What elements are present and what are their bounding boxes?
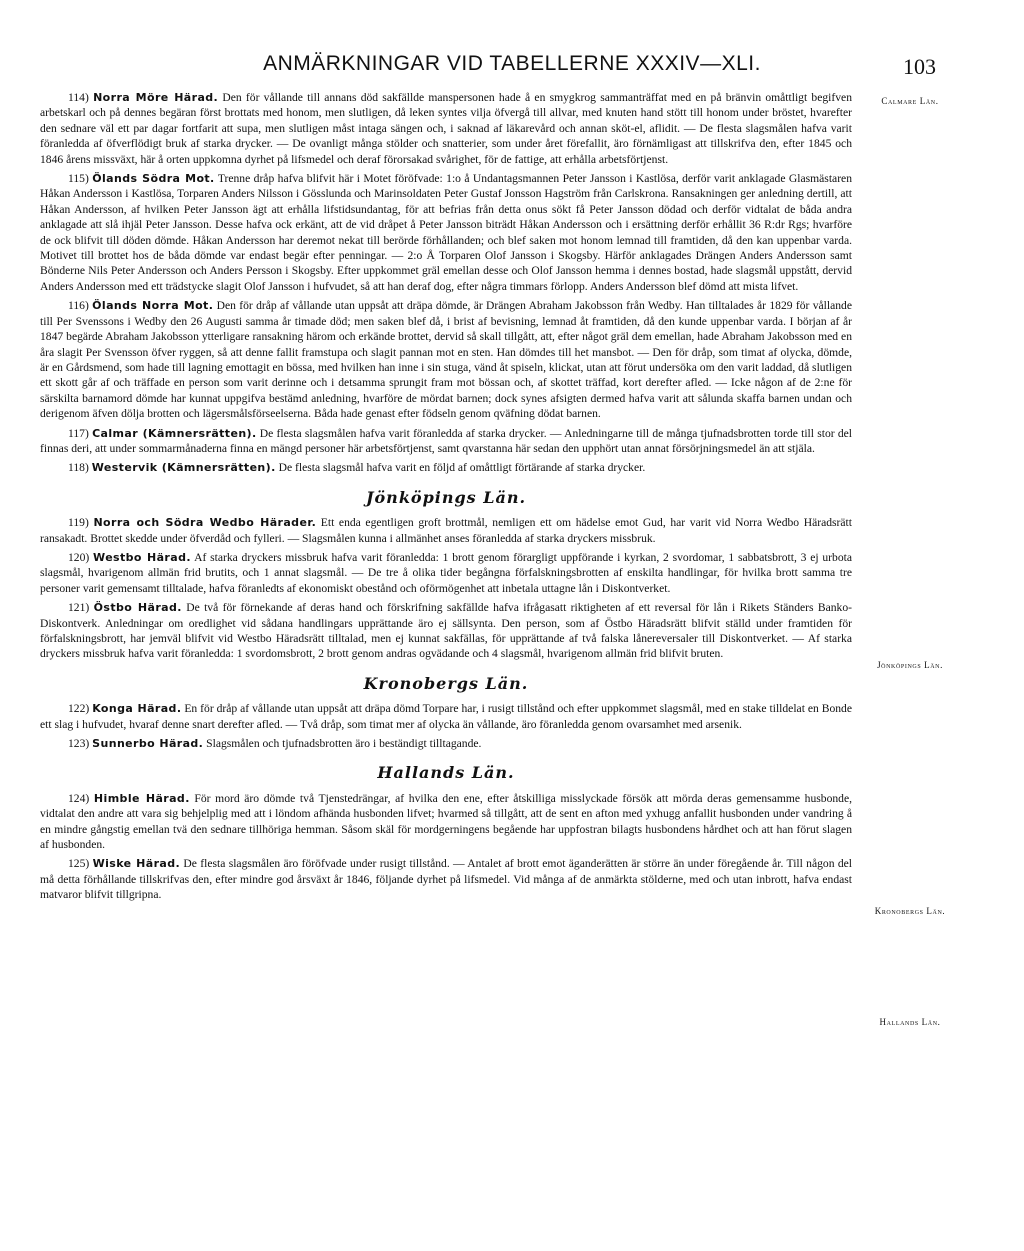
entry-text: Af starka dryckers missbruk hafva varit föranledda: 1 brott genom förargligt uppförande i kyrkan, 2 svordomar, 1 sabbatsbrott, 3 ej urbota slagsmål, hvarigenom allmän frid brutits, och 1 annat slagsmål. — De tre å olika tider begångna förfalskningsbrotten af enskilta handlingar, för hvilka brott samma tre personer varit gemensamt tilltalade, hafva föranledts af ekonomiskt obestånd och oförmögenhet att inbetala uttagne lån i Diskontverket.	[40, 550, 853, 595]
page-number: 103	[903, 54, 936, 79]
entry-text: De flesta slagsmålen äro föröfvade under rusigt tillstånd. — Antalet af brott emot äganderätten är större än under föregående år. Till någon del må detta förhållande tillskrifvas den, efter mindre god årsväxt år 1846, följande dyrhet på lifsmedel. Vid många af de anmärkta stölderne, med och utan inbrott, hafva endast matvaror blifvit tillgripna.	[40, 857, 852, 902]
entry-number: 117)	[68, 426, 89, 440]
county-heading-halland: Hallands Län.	[377, 763, 515, 783]
entry-number: 120)	[68, 550, 90, 564]
entry-text: Trenne dråp hafva blifvit här i Motet föröfvade: 1:o å Undantagsmannen Peter Jansson i Kastlösa, derför varit anklagade Glasmästaren Håkan Andersson i Kastlösa, Torparen Anders Nilsson i Gösslunda och Marinsoldaten Peter Gustaf Jonsson Hagström från Carlskrona. Ransakningen ger anledning dertill, att Håkan Andersson, af hvilken Peter Jansson ägt att erhålla lifstidsundantag, för att befrias från detta onus sökt få Peter Jansson dödad och derför vidtalat de båda andra anklagade att slå ihjäl Peter Jansson. Desse hafva ock erkänt, att de vid dråpet å Peter Jansson biträdt Håkan Andersson och i ersättning derför erhållit 36 R:dr Rgs; hvarföre de ock blifvit till döden dömde. Håkan Andersson har deremot nekat till berörde förhållanden; och blef saken mot honom lemnad till framtiden, då den kan uppenbar varda. Motivet till brottet hos de båda dömde var endast begär efter penningar. — 2:o Å Torparen Olof Jansson i Skogsby. Härför anklagades Drängen Anders Andersson samt Bönderne Nils Peter Andersson och Anders Persson i Skogsby. Efter uppkommet gräl emellan desse och Olof Jansson hemma i dennes bostad, hade slagsmål uppstått, dervid Anders Andersson med ett trädstycke slagit Olof Jansson i hufvudet, så att han deraf dog, efter några timmars förlopp. Anders Andersson blef dömd att mista lifvet.	[40, 172, 852, 293]
entry-text: Den för vållande till annans död sakfällde manspersonen hade å en smygkrog sammanträffat med en på bränvin omåttligt begifven arbetskarl och på dennes begäran först brottats med honom, men slutligen, då leken syntes vilja öfvergå till allvar, med knuten hand stött till honom under bröstet, hvarefter den sednare väl ett par dagar fortfarit att supa, men slutligen måst intaga sängen och, i saknad af läkarevård och annan sköt-el, aflidit. — De flesta slagsmålen hafva varit föranledda af öfverflödigt bruk af starka drycker. — De ovanligt många stölder och snatterier, som under året förefallit, äro förnämligast att tillskrifva den, efter 1845 och 1846 årens missväxt, här å orten uppkomna dyrhet på lifsmedel och deraf förorsakad svårighet, för de fattige, att erhålla arbetsförtjenst.	[40, 91, 852, 166]
entry-116	[40, 298, 852, 421]
entry-place: Calmar (Kämnersrätten).	[92, 426, 257, 440]
entry-place: Ölands Norra Mot.	[92, 299, 214, 313]
entry-number: 125)	[68, 857, 90, 871]
entry-number: 116)	[68, 299, 89, 313]
entry-121	[40, 600, 852, 662]
entry-text: För mord äro dömde två Tjenstedrängar, af hvilka den ene, efter åtskilliga misslyckade försök att mörda deras gemensamme husbonde, vidtalat den andre att vara sig behjelplig med att i löndom afhända husbonden lifvet; hvarmed så tillgått, att de sent en afton med yxhugg anfallit husbonden under vandring å en mindre gångstig emellan tvä den sednare tillhöriga hemman. Såsom skäl för mordgerningens begående har uppfostran bilagts husbondens hårdhet och att han förut slagen af husbonden.	[40, 791, 853, 852]
entry-117	[40, 426, 852, 457]
entry-number: 123)	[68, 737, 90, 751]
entry-number: 119)	[68, 516, 89, 530]
entry-114	[40, 90, 852, 167]
entry-115	[40, 171, 852, 294]
entry-place: Norra Möre Härad.	[93, 91, 219, 104]
entry-text: Slagsmålen och tjufnadsbrotten äro i beständigt tilltagande.	[203, 737, 482, 751]
county-heading-jonkoping: Jönköpings Län.	[365, 487, 527, 507]
document-body	[40, 90, 852, 907]
entry-place: Östbo Härad.	[93, 601, 182, 615]
entry-number: 121)	[68, 601, 90, 615]
entry-text: De två för förnekande af deras hand och förskrifning sakfällde hafva ifrågasatt riktigheten af ett reversal för lån i Rikets Ständers Banko-Diskontverk. Anledningar om oredlighet vid sådana handlingars upprättande äro ej sällsynta. Den person, som af Östbo Häradsrätt blifvit ställd under framtiden för förfalskningsbrott, har jemväl blifvit vid Westbo Häradsrätt tilltalad, men ej kunnat sakfällas, för upprättande af två falska lånereversaler till Diskontverket. — Af starka dryckers missbruk hafva varit föranledda: 1 svordomsbrott, 2 brott genom andras ogvädande och 4 slagsmål, hvarigenom allmän frid blifvit bruten.	[40, 601, 852, 661]
entry-place: Norra och Södra Wedbo Härader.	[93, 516, 317, 530]
margin-note-halland: Hallands Län.	[879, 1017, 941, 1027]
entry-text: De flesta slagsmålen hafva varit föranledda af starka drycker. — Anledningarne till de många tjufnadsbrotten torde till stor del finnas deri, att under sommarmånaderna finna en mängd personer här arbetsförtjenst, samt qvarstanna här sedan den upphört utan annat försörjningsmedel än att stjäla.	[40, 426, 852, 455]
entry-place: Himble Härad.	[93, 791, 190, 805]
entry-text: De flesta slagsmål hafva varit en följd af omåttligt förtärande af starka drycker.	[275, 461, 646, 475]
entry-119	[40, 515, 852, 546]
entry-place: Konga Härad.	[92, 702, 182, 716]
entry-text: Den för dråp af vållande utan uppsåt att dräpa dömde, är Drängen Abraham Jakobsson från Wedby. Han tilltalades år 1829 för vållande till Per Svenssons i Wedby den 26 Augusti samma år timade död; men saken blef då, i brist af bevisning, lemnad åt framtiden, då den kunde uppenbar varda. I början af år 1847 begärde Abraham Jakobsson ytterligare ransakning härom och erkände brottet, dervid så skall tillgått, att, efter något gräl dem emellan, hade Abraham Jakobsson med en åra slagit Per Svensson öfver ryggen, så att denne fallit framstupa och slagit pannan mot en sten. Han dömdes till het mansbot. — Den för dråp, som timat af olycka, dömde, är en Gårdsmend, som hade till lagning emottagit en bössa, med hvilken han inne i sin stuga, vänd åt spiseln, klickat, utan att förut undersöka om den varit laddad, då slutligen ett skott går af och träffade en person som varit derinne och i detsamma sprungit fram mot bössan och, af skottet träffad, kort derefter afled. — Icke någon af de 2:ne för särskilta barnamord dömde har kunnat uppgifva bestämd anledning, hvarföre de mördat barnen; dock synes afsigten dermed hafva varit att sålunda skaffa barnen undan och derigenom äfven dölja brotten och lägersmålsförseelserna. Båda hade genast efter födseln genom qväfning dödat barnen.	[40, 299, 852, 421]
entry-number: 124)	[68, 791, 90, 805]
county-heading-kronoberg: Kronobergs Län.	[363, 673, 529, 693]
margin-note-jonkoping: Jönköpings Län.	[877, 660, 943, 670]
entry-text: En för dråp af vållande utan uppsåt att dräpa dömd Torpare har, i rusigt tillstånd och efter uppkommet slagsmål, med en stake tilldelat en Bonde ett slag i hufvudet, hvaraf denne snart derefter afled. — Två dråp, som timat mer af olycka än vållande, äro föranledda genom ovarsamhet med arsenik.	[40, 702, 852, 731]
entry-place: Wiske Härad.	[92, 857, 181, 871]
entry-number: 115)	[68, 172, 89, 186]
margin-note-kronoberg: Kronobergs Län.	[874, 906, 946, 916]
entry-123	[40, 736, 852, 751]
running-title: ANMÄRKNINGAR VID TABELLERNE XXXIV—XLI.	[263, 52, 761, 75]
entry-place: Westervik (Kämnersrätten).	[91, 461, 276, 475]
entry-place: Westbo Härad.	[93, 550, 191, 564]
entry-number: 118)	[68, 461, 89, 475]
entry-120	[40, 550, 852, 596]
entry-number: 114)	[68, 91, 89, 104]
entry-text: Ett enda egentligen groft brottmål, nemligen ett om hädelse emot Gud, har varit vid Norra Wedbo Häradsrätt ransakadt. Brottet skedde under öfverdåd och fylleri. — Slagsmålen kunna i allmänhet anses föranledda af starka dryckers missbruk.	[40, 516, 852, 545]
entry-124	[40, 791, 852, 853]
entry-125	[40, 856, 852, 902]
entry-122	[40, 701, 852, 732]
entry-118	[40, 460, 852, 475]
running-head	[0, 50, 1024, 80]
entry-place: Sunnerbo Härad.	[92, 737, 204, 751]
entry-place: Ölands Södra Mot.	[92, 172, 215, 186]
entry-number: 122)	[68, 702, 90, 716]
margin-note-calmar: Calmare Län.	[881, 96, 939, 106]
